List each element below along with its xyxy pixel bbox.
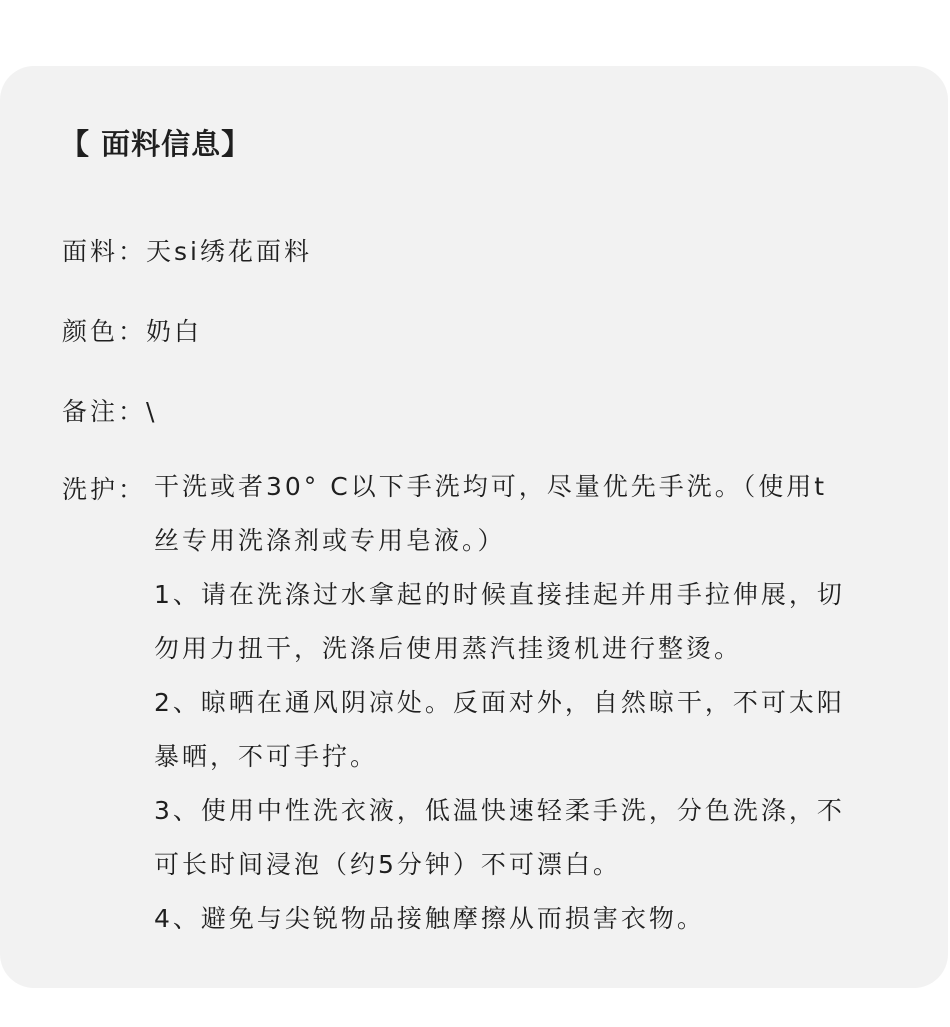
remark-value: \: [146, 397, 158, 426]
section-title: 【 面料信息】: [60, 127, 252, 161]
fabric-label: 面料：: [62, 237, 147, 266]
color-row: [62, 312, 202, 348]
color-label: 颜色：: [62, 317, 147, 346]
care-label: 洗护：: [62, 475, 147, 504]
color-value: 奶白: [146, 317, 203, 346]
remark-row: [62, 392, 157, 428]
care-step-1: 1、请在洗涤过水拿起的时候直接挂起并用手拉伸展，切 勿用力扭干，洗涤后使用蒸汽挂烫机进行整烫。: [154, 580, 845, 663]
care-step-3: 3、使用中性洗衣液，低温快速轻柔手洗，分色洗涤，不 可长时间浸泡（约5分钟）不可漂白。: [154, 796, 845, 879]
care-step-4: 4、避免与尖锐物品接触摩擦从而损害衣物。: [154, 904, 705, 933]
fabric-value: 天si绣花面料: [146, 237, 312, 266]
fabric-row: [62, 232, 312, 268]
care-step-2: 2、晾晒在通风阴凉处。反面对外，自然晾干，不可太阳 暴晒，不可手拧。: [154, 688, 845, 771]
remark-label: 备注：: [62, 397, 147, 426]
care-intro: 干洗或者30° C以下手洗均可，尽量优先手洗。（使用t 丝专用洗涤剂或专用皂液。）: [154, 472, 828, 555]
care-instructions: [154, 460, 914, 946]
